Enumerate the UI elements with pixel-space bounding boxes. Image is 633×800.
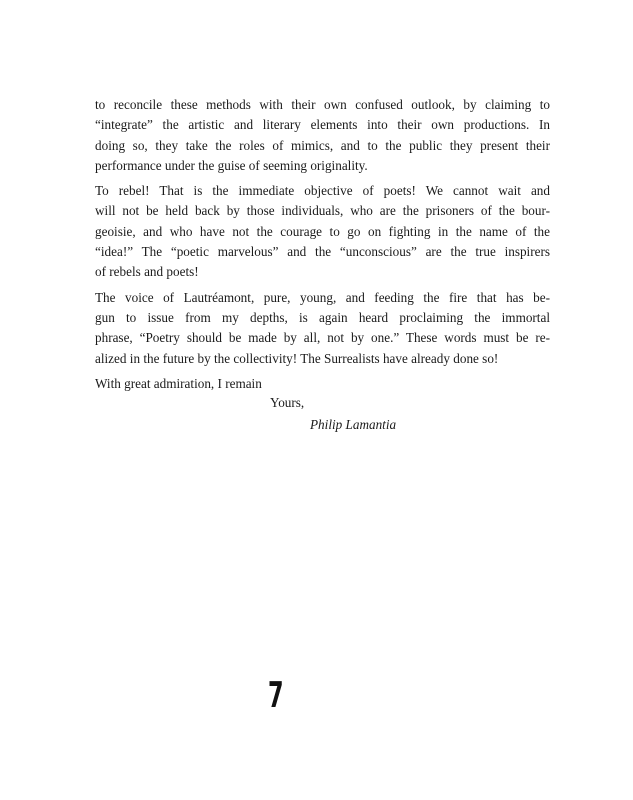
text-line: phrase, “Poetry should be made by all, not by one.” These words must be re- (95, 330, 550, 346)
text-line: To rebel! That is the immediate objective of poets! We cannot wait and (95, 183, 550, 199)
letter-body (95, 95, 550, 394)
text-line: gun to issue from my depths, is again heard proclaiming the immortal (95, 309, 550, 325)
text-line: will not be held back by those individuals, who are the prisoners of the bour- (95, 203, 550, 219)
text-line: geoisie, and who have not the courage to go on fighting in the name of the (95, 223, 550, 239)
signature: Philip Lamantia (310, 417, 397, 432)
text-line: The voice of Lautréamont, pure, young, and feeding the fire that has be- (95, 289, 550, 305)
text-line: doing so, they take the roles of mimics, and to the public they present their (95, 137, 550, 153)
paragraph-3 (95, 288, 550, 369)
page-number: 7 (268, 675, 284, 716)
text-line: of rebels and poets! (95, 264, 199, 280)
text-line: alized in the future by the collectivity! The Surrealists have already done so! (95, 350, 499, 366)
closing-line: With great admiration, I remain (95, 375, 262, 391)
text-line: performance under the guise of seeming originality. (95, 157, 368, 173)
text-line: “integrate” the artistic and literary elements into their own productions. In (95, 117, 550, 133)
paragraph-1 (95, 95, 550, 176)
valediction: Yours, (270, 395, 305, 410)
text-line: to reconcile these methods with their own confused outlook, by claiming to (95, 97, 550, 112)
paragraph-2 (95, 181, 550, 282)
text-line: “idea!” The “poetic marvelous” and the “unconscious” are the true inspirers (95, 244, 550, 260)
